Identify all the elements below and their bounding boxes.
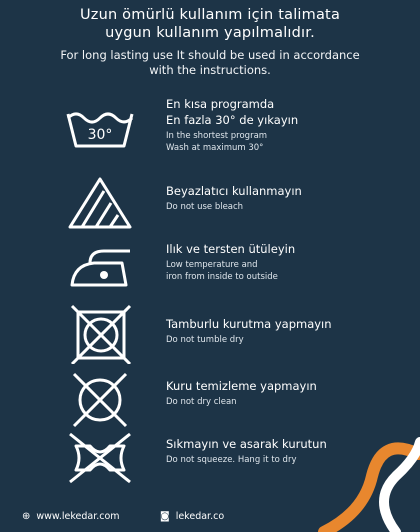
- website-link[interactable]: www.lekedar.com: [36, 511, 120, 522]
- instruction-text: [166, 183, 416, 213]
- title-en-line1: For long lasting use It should be used in accordance: [60, 48, 360, 62]
- instruction-tr-line1: En kısa programda: [166, 97, 275, 111]
- title-tr-line1: Uzun ömürlü kullanım için talimata: [79, 7, 341, 23]
- instruction-text: [166, 241, 416, 283]
- instruction-en-line1: Low temperature and: [166, 260, 258, 270]
- instruction-tr-line1: Tamburlu kurutma yapmayın: [166, 317, 332, 331]
- instruction-en: [166, 130, 416, 154]
- washtub-30-icon: [60, 96, 140, 156]
- wash-temp-label: 30°: [87, 127, 113, 143]
- no-dry-clean-icon: [60, 370, 140, 430]
- instruction-en-line1: Do not tumble dry: [166, 335, 244, 345]
- no-wring-icon: [60, 428, 140, 488]
- instruction-en-line1: Do not squeeze. Hang it to dry: [166, 455, 297, 465]
- instruction-en-line1: In the shortest program: [166, 131, 268, 141]
- footer-website[interactable]: [22, 511, 120, 522]
- instruction-en-line2: iron from inside to outside: [166, 272, 278, 282]
- instruction-en: [166, 259, 416, 283]
- decorative-swirl: [300, 420, 420, 532]
- title-tr-line2: uygun kullanım yapılmalıdır.: [105, 25, 315, 41]
- instruction-tr-line1: Sıkmayın ve asarak kurutun: [166, 437, 327, 451]
- instruction-tr-line1: Beyazlatıcı kullanmayın: [166, 184, 302, 198]
- iron-low-icon: [60, 237, 140, 297]
- no-tumble-dry-icon: [60, 304, 140, 364]
- instruction-text: [166, 316, 416, 346]
- instagram-icon: ◙: [160, 511, 170, 522]
- header: [0, 6, 420, 78]
- title-en-line2: with the instructions.: [149, 63, 271, 77]
- instruction-iron: [0, 237, 420, 297]
- instruction-text: [166, 378, 416, 408]
- instruction-en-line1: Do not dry clean: [166, 397, 237, 407]
- instruction-en-line2: Wash at maximum 30°: [166, 143, 264, 153]
- footer-instagram[interactable]: [160, 511, 224, 522]
- no-bleach-icon: [60, 173, 140, 233]
- instruction-tumble: [0, 304, 420, 364]
- instruction-bleach: [0, 173, 420, 233]
- instruction-wash: [0, 96, 420, 156]
- instruction-tr-line1: Ilık ve tersten ütüleyin: [166, 242, 296, 256]
- instruction-en-line1: Do not use bleach: [166, 202, 244, 212]
- title-en: [0, 48, 420, 78]
- instruction-text: [166, 96, 416, 154]
- title-tr: [0, 6, 420, 42]
- instruction-tr-line2: En fazla 30° de yıkayın: [166, 113, 299, 127]
- globe-icon: ⊕: [22, 511, 31, 522]
- instagram-link[interactable]: lekedar.co: [175, 511, 225, 522]
- instruction-tr-line1: Kuru temizleme yapmayın: [166, 379, 317, 393]
